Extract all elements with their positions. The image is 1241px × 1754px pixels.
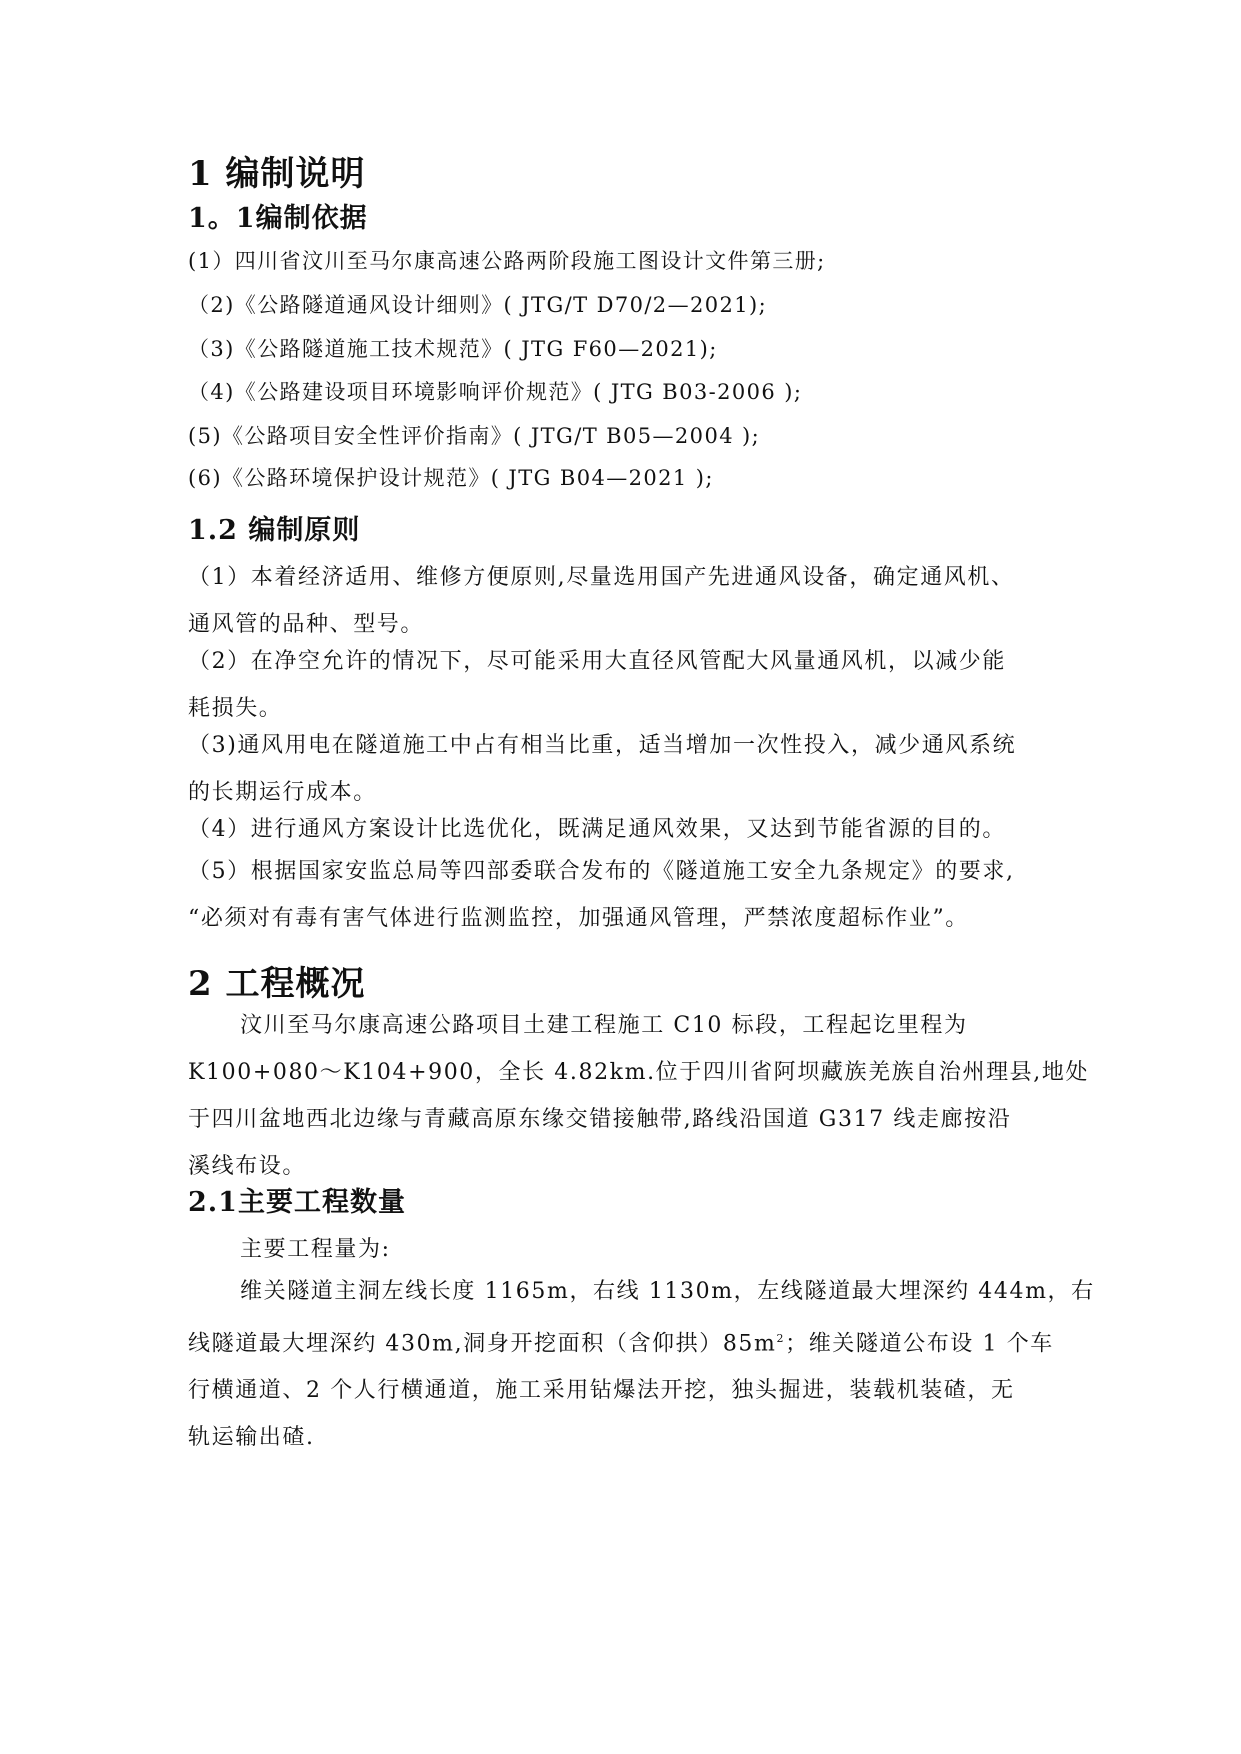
principle-1-line-1: （1）本着经济适用、维修方便原则,尽量选用国产先进通风设备，确定通风机、 (188, 565, 1015, 590)
principle-5-line-1: （5）根据国家安监总局等四部委联合发布的《隧道施工安全九条规定》的要求, (188, 859, 1015, 884)
reference-item-4: （4)《公路建设项目环境影响评价规范》( JTG B03-2006 ); (188, 380, 803, 404)
principle-1-line-2: 通风管的品种、型号。 (188, 612, 425, 637)
principle-paragraph-1 (188, 554, 1058, 648)
principle-paragraph-5 (188, 848, 1058, 942)
reference-item-6: (6)《公路环境保护设计规范》( JTG B04—2021 ); (188, 466, 714, 490)
area-unit-superscript: 2 (776, 1332, 786, 1345)
quantity-line-2-text: 线隧道最大埋深约 430m,洞身开挖面积（含仰拱）85m (188, 1331, 777, 1357)
reference-item-1: (1）四川省汶川至马尔康高速公路两阶段施工图设计文件第三册; (188, 249, 826, 273)
principle-4-line-1: （4）进行通风方案设计比选优化，既满足通风效果，又达到节能省源的目的。 (188, 817, 1006, 842)
quantity-line-4: 轨运输出碴. (188, 1425, 315, 1451)
quantity-line-2-rest: ；维关隧道公布设 1 个车 (785, 1331, 1054, 1357)
reference-item-3: （3)《公路隧道施工技术规范》( JTG F60—2021); (188, 337, 718, 361)
overview-line-3: 于四川盆地西北边缘与青藏高原东缘交错接触带,路线沿国道 G317 线走廊按沿 (188, 1107, 1012, 1132)
section-1-2-heading: 1.2 编制原则 (188, 515, 361, 546)
principle-paragraph-2 (188, 638, 1058, 732)
principle-paragraph-4 (188, 806, 1058, 853)
section-1-1-heading: 1。1编制依据 (188, 203, 368, 234)
principle-2-line-1: （2）在净空允许的情况下，尽可能采用大直径风管配大风量通风机，以减少能 (188, 649, 1006, 674)
project-overview-paragraph (188, 1002, 1090, 1190)
principle-5-line-2: “必须对有毒有害气体进行监测监控，加强通风管理，严禁浓度超标作业”。 (188, 906, 969, 931)
overview-line-2: K100+080～K104+900，全长 4.82km.位于四川省阿坝藏族羌族自治州理县,地处 (188, 1060, 1090, 1085)
principle-2-line-2: 耗损失。 (188, 696, 283, 721)
overview-line-4: 溪线布设。 (188, 1154, 307, 1179)
quantity-line-2 (188, 1315, 1058, 1367)
section-1-heading: 1 编制说明 (188, 154, 366, 194)
quantity-line-1: 维关隧道主洞左线长度 1165m，右线 1130m，左线隧道最大埋深约 444m，右 (240, 1279, 1095, 1304)
section-2-1-heading: 2.1主要工程数量 (188, 1187, 406, 1218)
reference-item-5: (5)《公路项目安全性评价指南》( JTG/T B05—2004 ); (188, 424, 761, 448)
principle-3-line-1: （3)通风用电在隧道施工中占有相当比重，适当增加一次性投入，减少通风系统 (188, 733, 1017, 758)
overview-line-1: 汶川至马尔康高速公路项目土建工程施工 C10 标段，工程起讫里程为 (240, 1013, 968, 1038)
section-2-heading: 2 工程概况 (188, 964, 366, 1004)
quantity-lead (188, 1226, 1058, 1273)
quantity-line-3: 行横通道、2 个人行横通道，施工采用钻爆法开挖，独头掘进，装载机装碴，无 (188, 1378, 1015, 1404)
reference-item-2: （2)《公路隧道通风设计细则》( JTG/T D70/2—2021); (188, 293, 768, 317)
quantity-paragraph (188, 1268, 1095, 1461)
quantity-lead-line: 主要工程量为: (240, 1237, 391, 1262)
principle-3-line-2: 的长期运行成本。 (188, 780, 377, 805)
principle-paragraph-3 (188, 722, 1058, 816)
